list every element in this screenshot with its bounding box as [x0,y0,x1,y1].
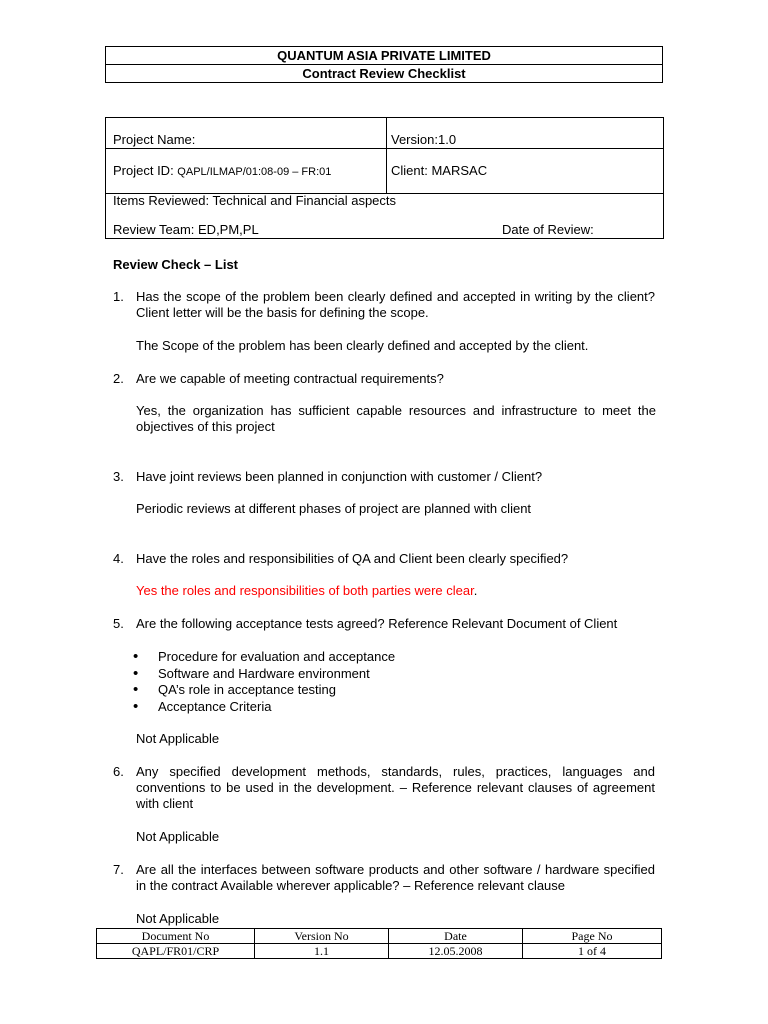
question-number: 4. [113,551,124,566]
list-item: • Procedure for evaluation and acceptance [133,649,395,666]
question-text: Are all the interfaces between software products and other software / hardware specified in the contract Available wherever applicable? – Reference relevant clause [136,862,655,893]
review-team: Review Team: ED,PM,PL [113,222,259,237]
list-item: • Software and Hardware environment [133,666,395,683]
question-number: 2. [113,371,124,386]
question-2 [113,371,655,387]
list-item: • Acceptance Criteria [133,699,395,716]
question-1 [113,289,655,321]
question-text: Any specified development methods, standards, rules, practices, languages and conventions to be used in the development. – Reference relevant clauses of agreement with client [136,764,655,811]
answer-4-period: . [473,583,478,598]
acceptance-tests-list [133,649,395,715]
project-id-label: Project ID: [113,163,178,178]
answer-4-text: Yes the roles and responsibilities of both parties were clear [136,583,474,598]
question-text: Are the following acceptance tests agreed? Reference Relevant Document of Client [136,616,618,631]
list-item: • QA’s role in acceptance testing [133,682,395,699]
question-number: 7. [113,862,124,877]
answer-5: Not Applicable [136,731,220,746]
question-6 [113,764,655,812]
footer-header-document-no: Document No [97,929,255,944]
answer-3: Periodic reviews at different phases of project are planned with client [136,501,532,516]
answer-7: Not Applicable [136,911,220,926]
footer-version-no: 1.1 [255,944,389,959]
footer-date: 12.05.2008 [389,944,523,959]
question-number: 6. [113,764,124,779]
table-row [97,929,662,944]
question-number: 5. [113,616,124,631]
project-name-label: Project Name: [113,132,196,147]
project-id [113,163,331,178]
document-footer-table [96,928,662,959]
version-label: Version:1.0 [391,132,457,147]
project-info-table [105,117,664,239]
footer-page-no: 1 of 4 [523,944,662,959]
checklist-heading: Review Check – List [113,257,238,272]
question-text: Has the scope of the problem been clearly defined and accepted in writing by the client? Client letter will be the basis for defining the scope. [136,289,655,320]
items-reviewed: Items Reviewed: Technical and Financial aspects [113,193,397,208]
answer-4 [136,583,656,599]
question-4 [113,551,655,567]
date-of-review: Date of Review: [502,222,594,237]
project-id-value: QAPL/ILMAP/01:08-09 – FR:01 [177,166,332,178]
footer-header-date: Date [389,929,523,944]
client-label: Client: MARSAC [391,163,488,178]
question-text: Are we capable of meeting contractual requirements? [136,371,444,386]
answer-1: The Scope of the problem has been clearly defined and accepted by the client. [136,338,589,353]
table-row [97,944,662,959]
footer-header-page-no: Page No [523,929,662,944]
footer-document-no: QAPL/FR01/CRP [97,944,255,959]
answer-6: Not Applicable [136,829,220,844]
question-number: 3. [113,469,124,484]
question-3 [113,469,655,485]
document-title: Contract Review Checklist [106,64,662,82]
footer-header-version-no: Version No [255,929,389,944]
company-name: QUANTUM ASIA PRIVATE LIMITED [277,48,491,63]
question-text: Have the roles and responsibilities of QA and Client been clearly specified? [136,551,569,566]
question-7 [113,862,655,894]
question-number: 1. [113,289,124,304]
answer-2: Yes, the organization has sufficient capable resources and infrastructure to meet the objectives of this project [136,403,656,434]
document-header [105,46,663,83]
question-5 [113,616,655,632]
question-text: Have joint reviews been planned in conjunction with customer / Client? [136,469,543,484]
